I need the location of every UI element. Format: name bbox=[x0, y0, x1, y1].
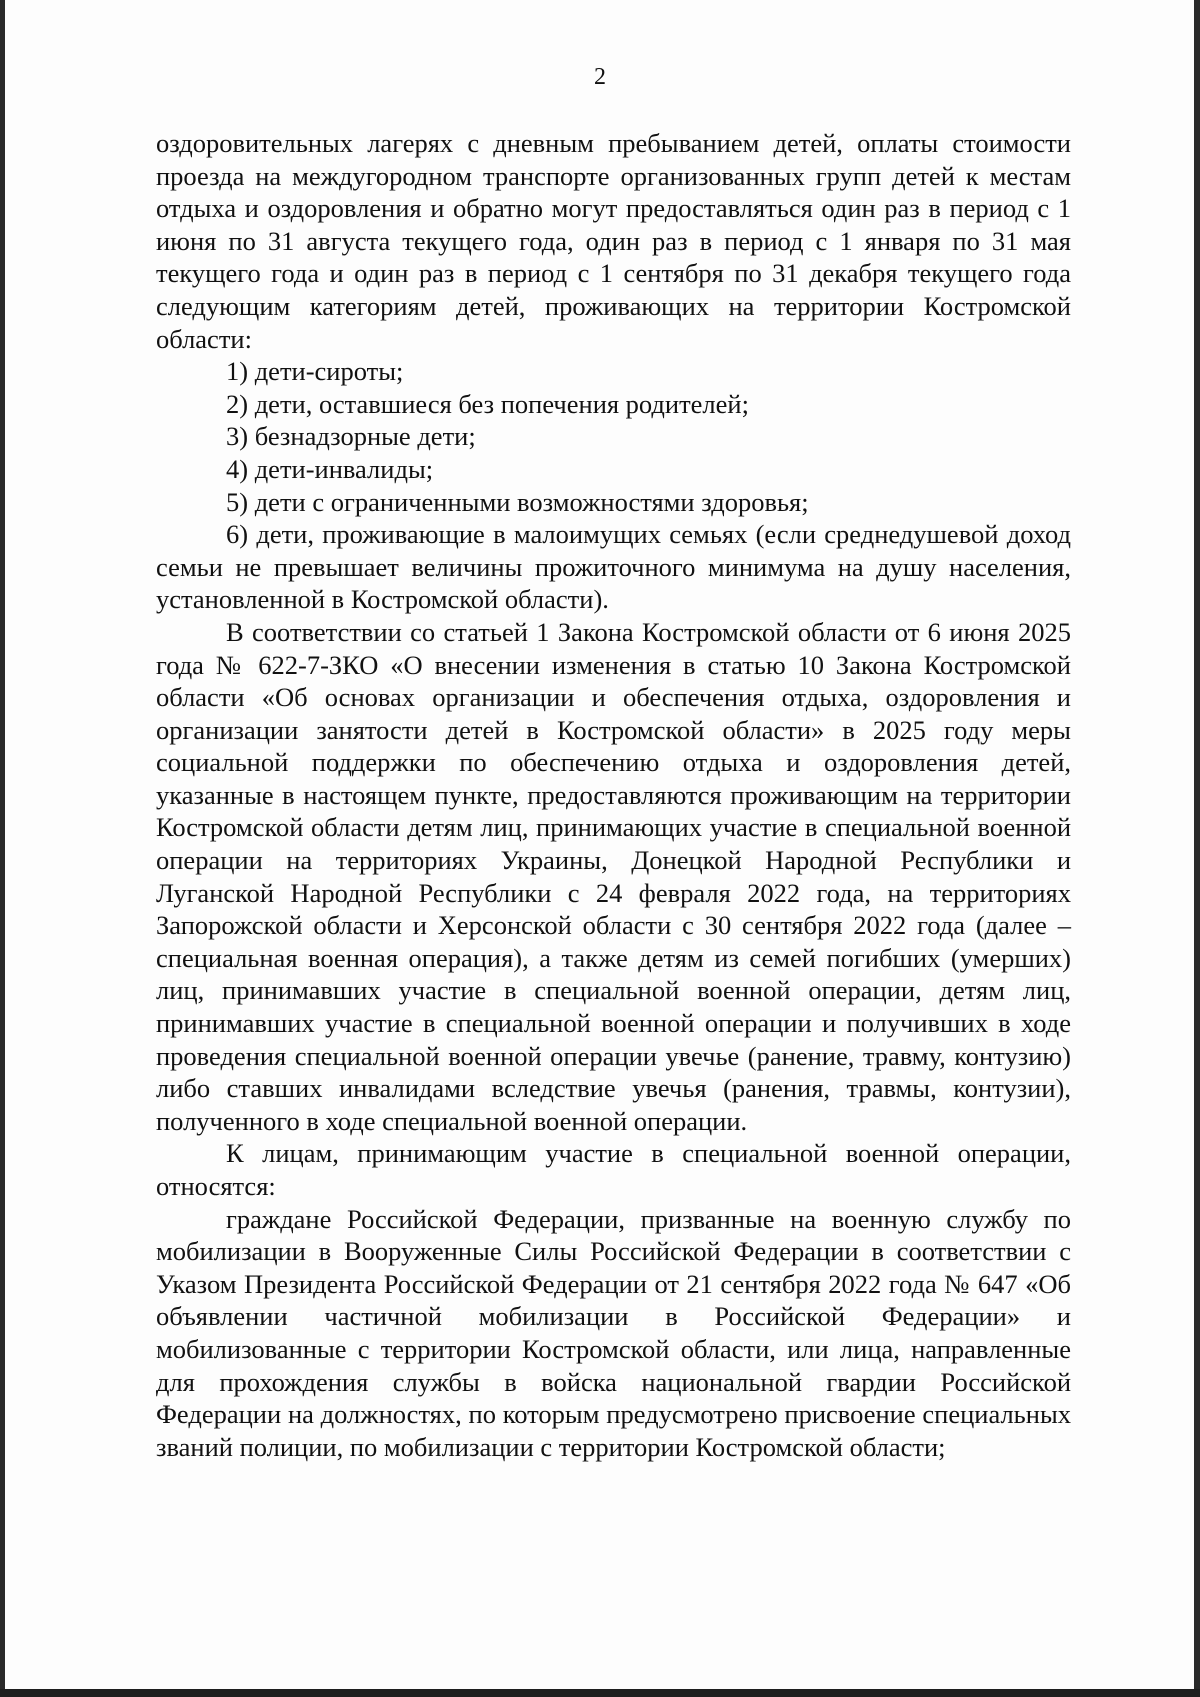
scan-edge-left bbox=[0, 0, 5, 1697]
paragraph-mobilized-citizens: граждане Российской Федерации, призванные на военную службу по мобилизации в Вооруженные Силы Российской Федерации в соответствии с Указом Президента Российской Федерации от 21 сентября 2022 года № 647 «Об объявлении частичной мобилизации в Российской Федерации» и мобилизованные с территории Костромской области, или лица, направленные для прохождения службы в войска национальной гвардии Российской Федерации на должностях, по которым предусмотрено присвоение специальных званий полиции, по мобилизации с территории Костромской области; bbox=[156, 1203, 1071, 1462]
paragraph-participants-intro: К лицам, принимающим участие в специальной военной операции, относятся: bbox=[156, 1138, 1071, 1201]
paragraph-continuation: оздоровительных лагерях с дневным пребыванием детей, оплаты стоимости проезда на междугородном транспорте организованных групп детей к местам отдыха и оздоровления и обратно могут предоставляться один раз в период с 1 июня по 31 августа текущего года, один раз в период с 1 января по 31 мая текущего года и один раз в период с 1 сентября по 31 декабря текущего года следующим категориям детей, проживающих на территории Костромской области: bbox=[156, 128, 1071, 354]
list-item-neglected: 3) безнадзорные дети; bbox=[226, 421, 476, 452]
list-item-without-parental-care: 2) дети, оставшиеся без попечения родителей; bbox=[226, 388, 749, 419]
list-item-orphans: 1) дети-сироты; bbox=[226, 356, 404, 387]
list-item-low-income: 6) дети, проживающие в малоимущих семьях (если среднедушевой доход семьи не превышает величины прожиточного минимума на душу населения, установленной в Костромской области). bbox=[156, 519, 1071, 615]
paragraph-law-reference: В соответствии со статьей 1 Закона Костромской области от 6 июня 2025 года № 622-7-ЗКО «О внесении изменения в статью 10 Закона Костромской области «Об основах организации и обеспечения отдыха, оздоровления и организации занятости детей в Костромской области» в 2025 году меры социальной поддержки по обеспечению отдыха и оздоровления детей, указанные в настоящем пункте, предоставляются проживающим на территории Костромской области детям лиц, принимающих участие в специальной военной операции на территориях Украины, Донецкой Народной Республики и Луганской Народной Республики с 24 февраля 2022 года, на территориях Запорожской области и Херсонской области с 30 сентября 2022 года (далее – специальная военная операция), а также детям из семей погибших (умерших) лиц, принимавших участие в специальной военной операции, детям лиц, принимавших участие в специальной военной операции и получивших в ходе проведения специальной военной операции увечье (ранение, травму, контузию) либо ставших инвалидами вследствие увечья (ранения, травмы, контузии), полученного в ходе специальной военной операции. bbox=[156, 616, 1071, 1136]
scan-edge-bottom bbox=[0, 1689, 1200, 1697]
page-number: 2 bbox=[594, 64, 606, 90]
list-item-disabled: 4) дети-инвалиды; bbox=[226, 453, 434, 484]
document-body bbox=[156, 127, 1071, 1463]
list-item-limited-health: 5) дети с ограниченными возможностями здоровья; bbox=[226, 486, 809, 517]
scan-edge-right bbox=[1194, 0, 1200, 1697]
